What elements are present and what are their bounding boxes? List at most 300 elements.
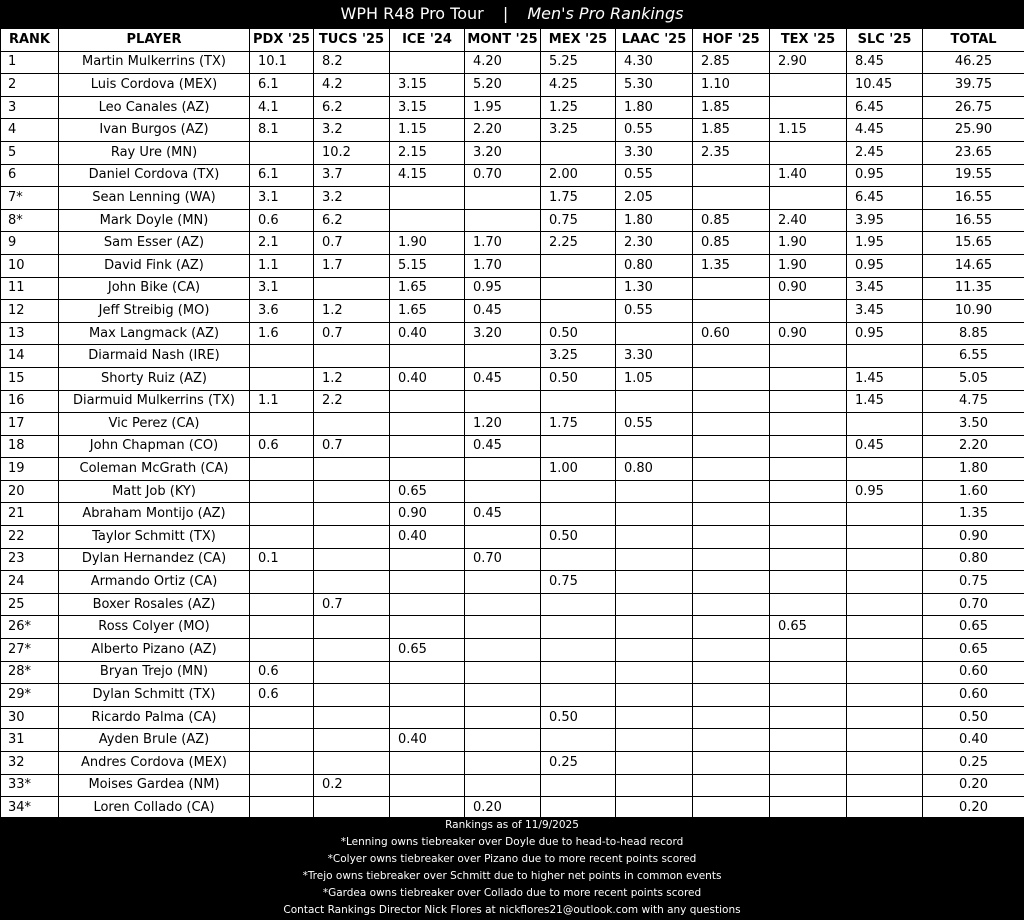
total-cell: 0.75 [923, 571, 1024, 594]
total-cell: 1.60 [923, 480, 1024, 503]
points-cell [693, 526, 770, 549]
points-cell [250, 639, 314, 662]
points-cell: 1.80 [616, 96, 693, 119]
total-cell: 0.65 [923, 639, 1024, 662]
total-cell: 26.75 [923, 96, 1024, 119]
points-cell: 8.2 [314, 51, 390, 74]
points-cell [847, 616, 923, 639]
rank-cell: 11 [1, 277, 59, 300]
points-cell: 0.7 [314, 232, 390, 255]
points-cell: 2.05 [616, 187, 693, 210]
points-cell: 0.95 [847, 480, 923, 503]
points-cell: 0.65 [770, 616, 847, 639]
footer-note: *Lenning owns tiebreaker over Doyle due to head-to-head record [340, 836, 684, 848]
points-cell: 0.55 [616, 413, 693, 436]
rank-cell: 6 [1, 164, 59, 187]
points-cell [770, 774, 847, 797]
column-header: SLC '25 [847, 29, 923, 52]
points-cell: 2.90 [770, 51, 847, 74]
table-row [1, 390, 1024, 413]
points-cell: 0.40 [390, 729, 465, 752]
points-cell [390, 593, 465, 616]
points-cell: 3.2 [314, 187, 390, 210]
points-cell [847, 661, 923, 684]
points-cell: 4.25 [541, 74, 616, 97]
points-cell [314, 661, 390, 684]
column-header: TOTAL [923, 29, 1024, 52]
points-cell [616, 752, 693, 775]
player-cell: Vic Perez (CA) [59, 413, 250, 436]
rank-cell: 22 [1, 526, 59, 549]
points-cell [847, 413, 923, 436]
rankings-table [0, 28, 1024, 820]
table-row [1, 458, 1024, 481]
player-cell: Moises Gardea (NM) [59, 774, 250, 797]
points-cell [314, 729, 390, 752]
points-cell [616, 706, 693, 729]
total-cell: 0.20 [923, 774, 1024, 797]
points-cell [847, 526, 923, 549]
points-cell: 1.95 [847, 232, 923, 255]
points-cell [465, 706, 541, 729]
table-row [1, 706, 1024, 729]
points-cell [465, 684, 541, 707]
points-cell [250, 729, 314, 752]
points-cell: 1.75 [541, 187, 616, 210]
points-cell [465, 526, 541, 549]
points-cell: 3.25 [541, 119, 616, 142]
points-cell: 1.40 [770, 164, 847, 187]
points-cell [693, 661, 770, 684]
points-cell [616, 684, 693, 707]
points-cell [616, 661, 693, 684]
points-cell [770, 435, 847, 458]
total-cell: 11.35 [923, 277, 1024, 300]
points-cell [250, 571, 314, 594]
points-cell [693, 639, 770, 662]
points-cell: 2.00 [541, 164, 616, 187]
points-cell [693, 187, 770, 210]
rank-cell: 32 [1, 752, 59, 775]
points-cell [314, 752, 390, 775]
rank-cell: 5 [1, 141, 59, 164]
points-cell [465, 480, 541, 503]
player-cell: Max Langmack (AZ) [59, 322, 250, 345]
total-cell: 4.75 [923, 390, 1024, 413]
table-row [1, 435, 1024, 458]
points-cell [314, 526, 390, 549]
points-cell [390, 187, 465, 210]
column-header: ICE '24 [390, 29, 465, 52]
total-cell: 5.05 [923, 367, 1024, 390]
points-cell [693, 413, 770, 436]
rank-cell: 26* [1, 616, 59, 639]
points-cell [847, 639, 923, 662]
points-cell: 0.70 [465, 164, 541, 187]
rank-cell: 18 [1, 435, 59, 458]
points-cell: 1.90 [770, 232, 847, 255]
player-cell: Loren Collado (CA) [59, 797, 250, 820]
points-cell [616, 571, 693, 594]
table-row [1, 526, 1024, 549]
points-cell [390, 752, 465, 775]
points-cell: 1.95 [465, 96, 541, 119]
points-cell [250, 774, 314, 797]
points-cell: 3.30 [616, 141, 693, 164]
points-cell: 1.45 [847, 390, 923, 413]
rank-cell: 30 [1, 706, 59, 729]
rank-cell: 31 [1, 729, 59, 752]
total-cell: 6.55 [923, 345, 1024, 368]
points-cell [693, 571, 770, 594]
points-cell [541, 774, 616, 797]
footer-notes [0, 817, 1024, 920]
points-cell [314, 639, 390, 662]
player-cell: Ayden Brule (AZ) [59, 729, 250, 752]
points-cell: 0.80 [616, 254, 693, 277]
points-cell [465, 458, 541, 481]
points-cell: 0.55 [616, 300, 693, 323]
table-row [1, 74, 1024, 97]
header-row [1, 29, 1024, 52]
points-cell: 0.50 [541, 322, 616, 345]
points-cell [616, 390, 693, 413]
points-cell [250, 503, 314, 526]
title-separator: | [502, 4, 509, 23]
points-cell: 0.60 [693, 322, 770, 345]
points-cell: 0.7 [314, 593, 390, 616]
points-cell: 1.7 [314, 254, 390, 277]
total-cell: 8.85 [923, 322, 1024, 345]
footer-note: *Gardea owns tiebreaker over Collado due to more recent points scored [322, 887, 702, 899]
player-cell: Armando Ortiz (CA) [59, 571, 250, 594]
points-cell: 1.70 [465, 232, 541, 255]
points-cell [314, 706, 390, 729]
points-cell [770, 706, 847, 729]
points-cell: 0.45 [847, 435, 923, 458]
rank-cell: 8* [1, 209, 59, 232]
points-cell: 0.65 [390, 639, 465, 662]
points-cell: 0.85 [693, 209, 770, 232]
points-cell [390, 684, 465, 707]
rank-cell: 16 [1, 390, 59, 413]
points-cell [693, 345, 770, 368]
points-cell: 0.40 [390, 367, 465, 390]
points-cell [390, 413, 465, 436]
points-cell [390, 209, 465, 232]
points-cell: 0.90 [390, 503, 465, 526]
points-cell: 1.70 [465, 254, 541, 277]
points-cell: 1.10 [693, 74, 770, 97]
rank-cell: 9 [1, 232, 59, 255]
points-cell [465, 639, 541, 662]
player-cell: Ross Colyer (MO) [59, 616, 250, 639]
column-header: PLAYER [59, 29, 250, 52]
table-row [1, 209, 1024, 232]
column-header: MONT '25 [465, 29, 541, 52]
points-cell [541, 548, 616, 571]
points-cell [390, 797, 465, 820]
points-cell [693, 729, 770, 752]
points-cell [770, 345, 847, 368]
rank-cell: 25 [1, 593, 59, 616]
points-cell [770, 367, 847, 390]
points-cell [250, 345, 314, 368]
points-cell: 1.65 [390, 300, 465, 323]
total-cell: 0.60 [923, 684, 1024, 707]
player-cell: Dylan Hernandez (CA) [59, 548, 250, 571]
total-cell: 23.65 [923, 141, 1024, 164]
points-cell: 1.00 [541, 458, 616, 481]
player-cell: Sean Lenning (WA) [59, 187, 250, 210]
points-cell: 0.1 [250, 548, 314, 571]
total-cell: 14.65 [923, 254, 1024, 277]
points-cell [616, 774, 693, 797]
table-row [1, 661, 1024, 684]
points-cell: 3.2 [314, 119, 390, 142]
player-cell: Martin Mulkerrins (TX) [59, 51, 250, 74]
table-row [1, 277, 1024, 300]
footer-note: *Trejo owns tiebreaker over Schmitt due to higher net points in common events [302, 870, 722, 882]
points-cell [616, 526, 693, 549]
points-cell: 3.15 [390, 96, 465, 119]
player-cell: Boxer Rosales (AZ) [59, 593, 250, 616]
rank-cell: 14 [1, 345, 59, 368]
table-row [1, 774, 1024, 797]
player-cell: Andres Cordova (MEX) [59, 752, 250, 775]
points-cell [693, 367, 770, 390]
points-cell [616, 435, 693, 458]
points-cell: 1.90 [770, 254, 847, 277]
points-cell [250, 458, 314, 481]
points-cell [616, 729, 693, 752]
total-cell: 3.50 [923, 413, 1024, 436]
points-cell: 2.40 [770, 209, 847, 232]
points-cell [847, 503, 923, 526]
points-cell [390, 345, 465, 368]
points-cell [693, 435, 770, 458]
points-cell [541, 254, 616, 277]
rank-cell: 27* [1, 639, 59, 662]
points-cell: 1.25 [541, 96, 616, 119]
points-cell [693, 752, 770, 775]
total-cell: 0.65 [923, 616, 1024, 639]
points-cell: 0.40 [390, 526, 465, 549]
points-cell: 2.85 [693, 51, 770, 74]
points-cell: 0.50 [541, 706, 616, 729]
table-row [1, 548, 1024, 571]
player-cell: Shorty Ruiz (AZ) [59, 367, 250, 390]
tour-name: WPH R48 Pro Tour [340, 4, 484, 23]
points-cell: 4.15 [390, 164, 465, 187]
points-cell: 0.7 [314, 435, 390, 458]
points-cell [693, 458, 770, 481]
points-cell: 1.05 [616, 367, 693, 390]
total-cell: 25.90 [923, 119, 1024, 142]
points-cell [770, 458, 847, 481]
points-cell [847, 548, 923, 571]
points-cell: 0.90 [770, 322, 847, 345]
points-cell: 2.30 [616, 232, 693, 255]
points-cell [314, 480, 390, 503]
player-cell: Bryan Trejo (MN) [59, 661, 250, 684]
player-cell: Mark Doyle (MN) [59, 209, 250, 232]
table-row [1, 752, 1024, 775]
points-cell [770, 548, 847, 571]
points-cell [390, 390, 465, 413]
total-cell: 16.55 [923, 187, 1024, 210]
points-cell: 0.6 [250, 435, 314, 458]
total-cell: 0.60 [923, 661, 1024, 684]
total-cell: 2.20 [923, 435, 1024, 458]
points-cell [390, 774, 465, 797]
points-cell [770, 503, 847, 526]
player-cell: John Bike (CA) [59, 277, 250, 300]
points-cell: 1.20 [465, 413, 541, 436]
points-cell [541, 300, 616, 323]
points-cell [616, 797, 693, 820]
points-cell [465, 390, 541, 413]
total-cell: 0.20 [923, 797, 1024, 820]
points-cell: 6.2 [314, 209, 390, 232]
points-cell [847, 706, 923, 729]
footer-note: Contact Rankings Director Nick Flores at nickflores21@outlook.com with any questions [283, 904, 741, 916]
points-cell [616, 639, 693, 662]
player-cell: Matt Job (KY) [59, 480, 250, 503]
points-cell [770, 752, 847, 775]
player-cell: Coleman McGrath (CA) [59, 458, 250, 481]
player-cell: Ivan Burgos (AZ) [59, 119, 250, 142]
points-cell [390, 571, 465, 594]
points-cell [847, 684, 923, 707]
points-cell: 2.15 [390, 141, 465, 164]
points-cell [541, 503, 616, 526]
table-row [1, 729, 1024, 752]
points-cell [314, 571, 390, 594]
points-cell: 5.25 [541, 51, 616, 74]
points-cell [250, 616, 314, 639]
points-cell: 0.50 [541, 526, 616, 549]
points-cell [314, 277, 390, 300]
rank-cell: 2 [1, 74, 59, 97]
points-cell [390, 51, 465, 74]
total-cell: 0.80 [923, 548, 1024, 571]
total-cell: 0.50 [923, 706, 1024, 729]
player-cell: Abraham Montijo (AZ) [59, 503, 250, 526]
points-cell: 1.90 [390, 232, 465, 255]
points-cell [250, 797, 314, 820]
table-row [1, 119, 1024, 142]
player-cell: Dylan Schmitt (TX) [59, 684, 250, 707]
table-row [1, 367, 1024, 390]
points-cell [693, 300, 770, 323]
points-cell: 3.30 [616, 345, 693, 368]
points-cell [250, 480, 314, 503]
points-cell [541, 435, 616, 458]
points-cell [770, 639, 847, 662]
player-cell: Sam Esser (AZ) [59, 232, 250, 255]
total-cell: 1.80 [923, 458, 1024, 481]
points-cell [847, 774, 923, 797]
points-cell [770, 593, 847, 616]
points-cell: 0.45 [465, 435, 541, 458]
points-cell: 1.65 [390, 277, 465, 300]
player-cell: Jeff Streibig (MO) [59, 300, 250, 323]
points-cell: 0.6 [250, 209, 314, 232]
points-cell: 6.45 [847, 96, 923, 119]
rank-cell: 1 [1, 51, 59, 74]
points-cell [465, 187, 541, 210]
points-cell: 10.1 [250, 51, 314, 74]
points-cell [541, 684, 616, 707]
points-cell [616, 480, 693, 503]
points-cell [314, 684, 390, 707]
points-cell [770, 684, 847, 707]
points-cell [541, 616, 616, 639]
points-cell: 5.30 [616, 74, 693, 97]
points-cell [465, 616, 541, 639]
points-cell: 3.20 [465, 141, 541, 164]
points-cell: 3.45 [847, 277, 923, 300]
table-row [1, 300, 1024, 323]
points-cell [847, 571, 923, 594]
points-cell: 0.75 [541, 571, 616, 594]
total-cell: 19.55 [923, 164, 1024, 187]
table-row [1, 503, 1024, 526]
player-cell: Leo Canales (AZ) [59, 96, 250, 119]
points-cell: 2.25 [541, 232, 616, 255]
points-cell: 4.45 [847, 119, 923, 142]
points-cell: 0.95 [847, 322, 923, 345]
points-cell [465, 661, 541, 684]
points-cell: 3.1 [250, 187, 314, 210]
total-cell: 0.40 [923, 729, 1024, 752]
rank-cell: 13 [1, 322, 59, 345]
rank-cell: 19 [1, 458, 59, 481]
points-cell [465, 774, 541, 797]
points-cell [250, 141, 314, 164]
points-cell: 4.2 [314, 74, 390, 97]
table-row [1, 96, 1024, 119]
points-cell: 5.15 [390, 254, 465, 277]
column-header: RANK [1, 29, 59, 52]
column-header: MEX '25 [541, 29, 616, 52]
points-cell [770, 96, 847, 119]
rank-cell: 20 [1, 480, 59, 503]
points-cell [390, 548, 465, 571]
points-cell: 4.30 [616, 51, 693, 74]
points-cell [250, 413, 314, 436]
points-cell: 1.85 [693, 119, 770, 142]
rank-cell: 4 [1, 119, 59, 142]
points-cell: 6.2 [314, 96, 390, 119]
points-cell [693, 503, 770, 526]
rankings-title: Men's Pro Rankings [527, 4, 684, 23]
points-cell [541, 141, 616, 164]
points-cell: 1.15 [390, 119, 465, 142]
points-cell [390, 458, 465, 481]
points-cell: 0.45 [465, 503, 541, 526]
rank-cell: 17 [1, 413, 59, 436]
column-header: TUCS '25 [314, 29, 390, 52]
table-row [1, 322, 1024, 345]
points-cell: 2.20 [465, 119, 541, 142]
rank-cell: 24 [1, 571, 59, 594]
points-cell: 1.45 [847, 367, 923, 390]
points-cell: 0.90 [770, 277, 847, 300]
points-cell [770, 413, 847, 436]
rank-cell: 29* [1, 684, 59, 707]
